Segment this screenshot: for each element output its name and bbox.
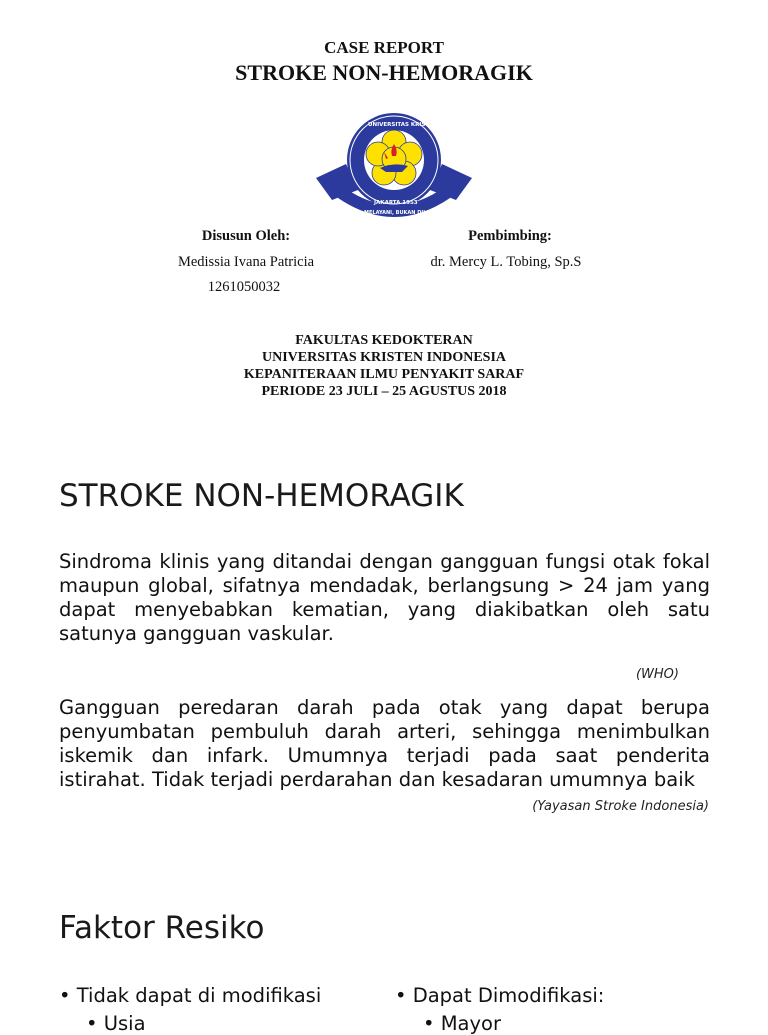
citation: (WHO) bbox=[635, 667, 679, 682]
bullet-icon: • bbox=[395, 984, 407, 1007]
svg-text:MELAYANI, BUKAN DILAYANI: MELAYANI, BUKAN DILAYANI bbox=[364, 210, 443, 216]
university-logo bbox=[312, 112, 476, 222]
faculty-line: UNIVERSITAS KRISTEN INDONESIA bbox=[261, 350, 507, 365]
supervisor-heading: Pembimbing: bbox=[468, 228, 552, 244]
list-item bbox=[59, 984, 321, 1007]
bullet-icon: • bbox=[86, 1012, 98, 1035]
faculty-line: KEPANITERAAN ILMU PENYAKIT SARAF bbox=[243, 367, 525, 382]
citation: (Yayasan Stroke Indonesia) bbox=[532, 799, 709, 814]
faculty-line: PERIODE 23 JULI – 25 AGUSTUS 2018 bbox=[261, 384, 507, 399]
list-item-label: Usia bbox=[103, 1012, 146, 1035]
author-id: 1261050032 bbox=[207, 279, 281, 295]
supervisor-name: dr. Mercy L. Tobing, Sp.S bbox=[430, 254, 582, 270]
bullet-icon: • bbox=[423, 1012, 435, 1035]
faculty-line: FAKULTAS KEDOKTERAN bbox=[295, 333, 473, 348]
list-item-label: Dapat Dimodifikasi: bbox=[412, 984, 605, 1007]
slide-title: Faktor Resiko bbox=[59, 910, 265, 946]
list-item-label: Mayor bbox=[440, 1012, 501, 1035]
slide-title: STROKE NON-HEMORAGIK bbox=[59, 478, 464, 514]
svg-text:UNIVERSITAS KRISTEN: UNIVERSITAS KRISTEN bbox=[368, 122, 438, 128]
author-name: Medissia Ivana Patricia bbox=[177, 254, 315, 270]
description-paragraph: Gangguan peredaran darah pada otak yang dapat berupa penyumbatan pembuluh darah arteri, sehingga menimbulkan iskemik dan infark. Umumnya terjadi pada saat penderita istirahat. Tidak terjadi perdarahan dan kesadaran umumnya baik bbox=[59, 696, 710, 791]
author-heading: Disusun Oleh: bbox=[201, 228, 291, 244]
list-item bbox=[395, 984, 604, 1007]
svg-text:JAKARTA 1953: JAKARTA 1953 bbox=[374, 200, 418, 206]
bullet-icon: • bbox=[59, 984, 71, 1007]
definition-paragraph: Sindroma klinis yang ditandai dengan gangguan fungsi otak fokal maupun global, sifatnya mendadak, berlangsung > 24 jam yang dapat menyebabkan kematian, yang diakibatkan oleh satu satunya gangguan vaskular. bbox=[59, 550, 710, 645]
report-title: STROKE NON-HEMORAGIK bbox=[235, 60, 533, 85]
report-kicker: CASE REPORT bbox=[324, 38, 444, 57]
list-item-label: Tidak dapat di modifikasi bbox=[76, 984, 322, 1007]
